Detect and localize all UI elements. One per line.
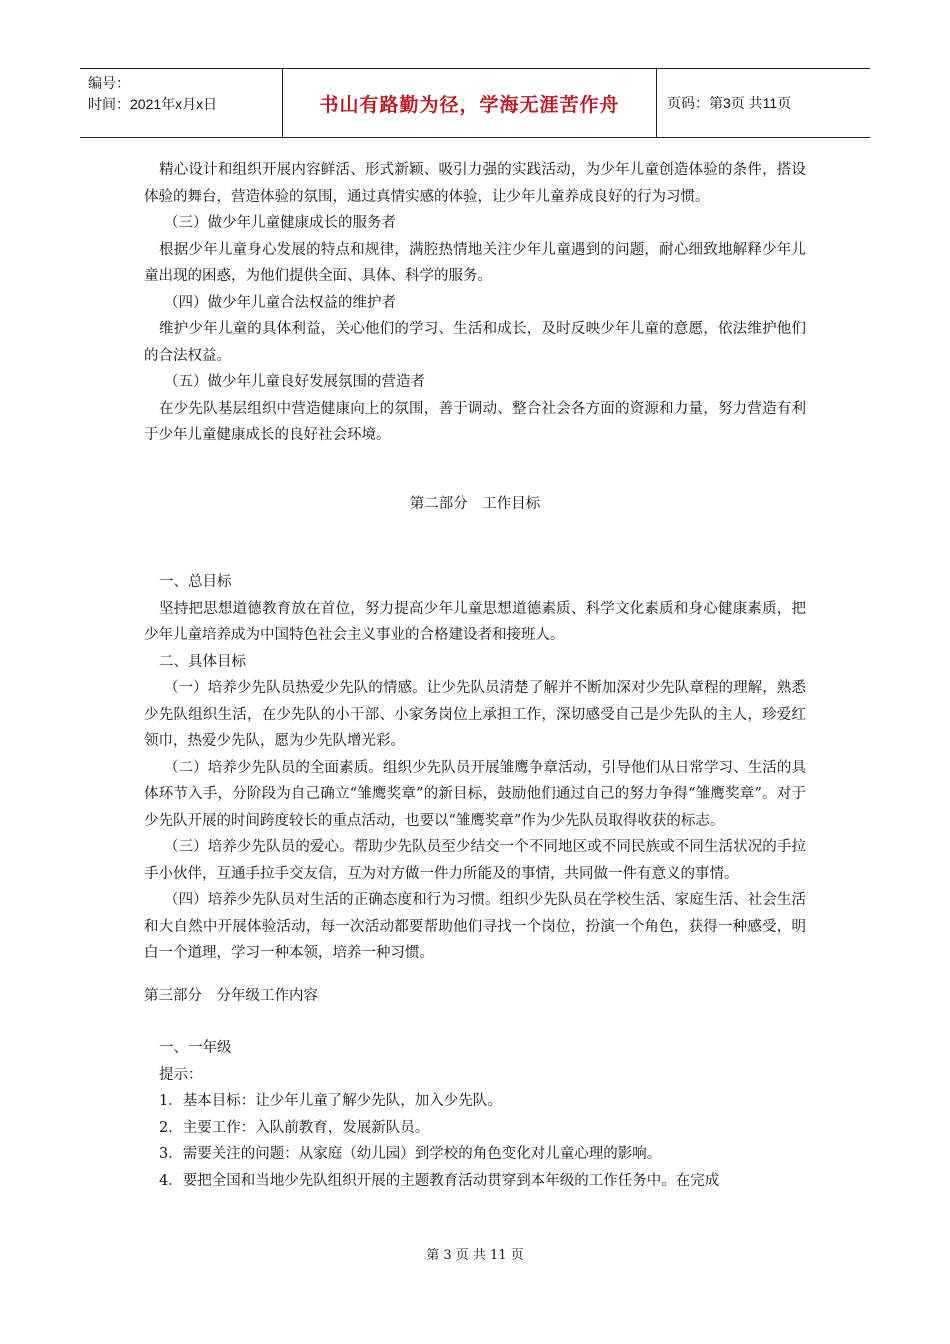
header-motto: 书山有路勤为径，学海无涯苦作舟 [283, 69, 657, 137]
page-header [80, 68, 870, 138]
paragraph: 坚持把思想道德教育放在首位，努力提高少年儿童思想道德素质、科学文化素质和身心健康素质，把少年儿童培养成为中国特色社会主义事业的合格建设者和接班人。 [144, 600, 806, 643]
paragraph: 精心设计和组织开展内容鲜活、形式新颖、吸引力强的实践活动，为少年儿童创造体验的条件，搭设体验的舞台，营造体验的氛围，通过真情实感的体验，让少年儿童养成良好的行为习惯。 [144, 162, 806, 205]
paragraph: （四）培养少先队员对生活的正确态度和行为习惯。组织少先队员在学校生活、家庭生活、社会生活和大自然中开展体验活动，每一次活动都要帮助他们寻找一个岗位，扮演一个角色，获得一种感受，明白一个道理，学习一种本领，培养一种习惯。 [144, 892, 806, 961]
paragraph: 维护少年儿童的具体利益，关心他们的学习、生活和成长，及时反映少年儿童的意愿，依法维护他们的合法权益。 [144, 321, 806, 364]
hint-label: 提示： [159, 1066, 203, 1083]
section-heading: （三）做少年儿童健康成长的服务者 [164, 215, 396, 231]
section-heading: （四）做少年儿童合法权益的维护者 [164, 294, 396, 311]
paragraph: 在少先队基层组织中营造健康向上的氛围，善于调动、整合社会各方面的资源和力量，努力营造有利于少年儿童健康成长的良好社会环境。 [144, 400, 806, 443]
section-heading: 一、总目标 [159, 574, 232, 590]
document-body [144, 157, 806, 1194]
part-title: 第三部分 分年级工作内容 [144, 987, 318, 1004]
document-date-label: 时间：2021年x月x日 [88, 96, 218, 112]
paragraph: （三）培养少先队员的爱心。帮助少先队员至少结交一个不同地区或不同民族或不同生活状况的手拉手小伙伴，互通手拉手交友信，互为对方做一件力所能及的事情，共同做一件有意义的事情。 [144, 839, 806, 882]
document-number-label: 编号： [88, 75, 130, 91]
list-item: 3．需要关注的问题：从家庭（幼儿园）到学校的角色变化对儿童心理的影响。 [159, 1146, 662, 1162]
list-item: 4．要把全国和当地少先队组织开展的主题教育活动贯穿到本年级的工作任务中。在完成 [159, 1172, 720, 1189]
header-page-number: 页码：第3页 共11页 [667, 95, 792, 111]
paragraph: （二）培养少先队员的全面素质。组织少先队员开展雏鹰争章活动，引导他们从日常学习、生活的具体环节入手，分阶段为自己确立“雏鹰奖章”的新目标，鼓励他们通过自己的努力争得“雏鹰奖章”。对于少先队开展的时间跨度较长的重点活动，也要以“雏鹰奖章”作为少先队员取得收获的标志。 [144, 759, 806, 829]
page-footer: 第 3 页 共 11 页 [426, 1248, 524, 1263]
list-item: 1．基本目标：让少年儿童了解少先队，加入少先队。 [159, 1093, 502, 1109]
header-meta [80, 69, 283, 137]
list-item: 2．主要工作：入队前教育，发展新队员。 [159, 1119, 430, 1136]
section-heading: （五）做少年儿童良好发展氛围的营造者 [164, 374, 425, 390]
paragraph: 根据少年儿童身心发展的特点和规律，满腔热情地关注少年儿童遇到的问题，耐心细致地解释少年儿童出现的困惑，为他们提供全面、具体、科学的服务。 [144, 241, 806, 284]
paragraph: （一）培养少先队员热爱少先队的情感。让少先队员清楚了解并不断加深对少先队章程的理解，熟悉少先队组织生活，在少先队的小干部、小家务岗位上承担工作，深切感受自己是少先队的主人，珍爱红领巾，热爱少先队，愿为少先队增光彩。 [144, 680, 806, 749]
section-heading: 一、一年级 [159, 1040, 232, 1056]
part-title: 第二部分 工作目标 [409, 495, 541, 512]
section-heading: 二、具体目标 [159, 653, 246, 670]
